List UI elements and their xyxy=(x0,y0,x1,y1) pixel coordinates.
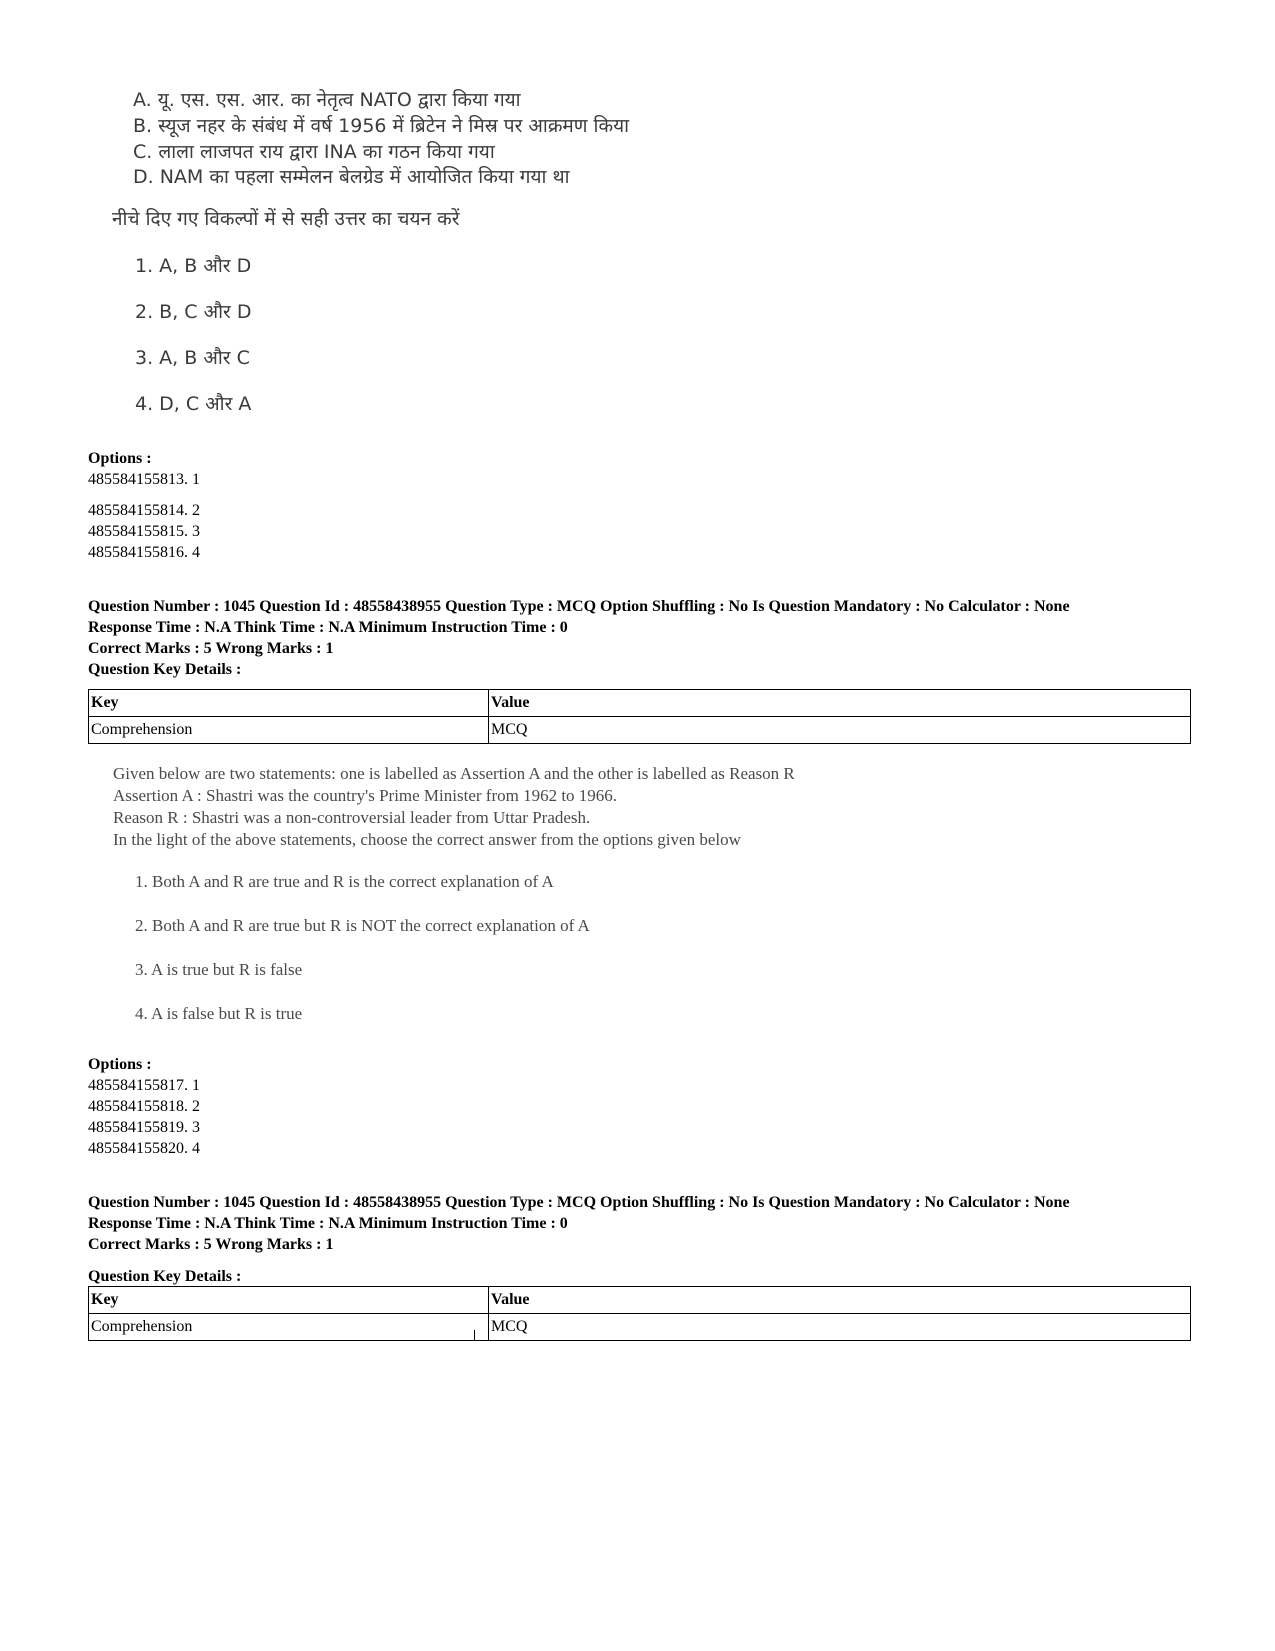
statement-a: A. यू. एस. एस. आर. का नेतृत्व NATO द्वारा किया गया xyxy=(133,89,521,111)
choice-1: 1. A, B और D xyxy=(135,255,252,277)
option-line: 485584155814. 2 xyxy=(88,502,200,519)
statement-reason: Reason R : Shastri was a non-controversial leader from Uttar Pradesh. xyxy=(113,808,591,827)
options-label: Options : xyxy=(88,1056,152,1073)
choice-4: 4. D, C और A xyxy=(135,393,252,415)
table-header-key: Key xyxy=(89,690,489,717)
key-details-label: Question Key Details : xyxy=(88,1268,242,1285)
statement-c: C. लाला लाजपत राय द्वारा INA का गठन किया गया xyxy=(133,141,495,163)
table-cell-value: MCQ xyxy=(489,717,1191,744)
choice-2: 2. Both A and R are true but R is NOT the correct explanation of A xyxy=(135,916,590,935)
option-line: 485584155815. 3 xyxy=(88,523,200,540)
options-label: Options : xyxy=(88,450,152,467)
option-line: 485584155816. 4 xyxy=(88,544,200,561)
table-cell-key: Comprehension xyxy=(89,1314,489,1341)
statement-d: D. NAM का पहला सम्मेलन बेलग्रेड में आयोजित किया गया था xyxy=(133,166,570,188)
choice-2: 2. B, C और D xyxy=(135,301,252,323)
option-line: 485584155820. 4 xyxy=(88,1140,200,1157)
table-border-stub xyxy=(88,1330,89,1340)
question-meta-line1: Question Number : 1045 Question Id : 48558438955 Question Type : MCQ Option Shuffling : No Is Question Mandatory : No Calculator : None xyxy=(88,1194,1070,1211)
table-header-value: Value xyxy=(489,1287,1191,1314)
statement-b: B. स्यूज नहर के संबंध में वर्ष 1956 में ब्रिटेन ने मिस्र पर आक्रमण किया xyxy=(133,115,630,137)
table-row xyxy=(89,1314,1191,1341)
option-line: 485584155817. 1 xyxy=(88,1077,200,1094)
table-header-row xyxy=(89,1287,1191,1314)
table-border-stub xyxy=(1190,1330,1191,1340)
question-meta-line2: Response Time : N.A Think Time : N.A Minimum Instruction Time : 0 xyxy=(88,1215,568,1232)
choice-3: 3. A, B और C xyxy=(135,347,250,369)
option-line: 485584155818. 2 xyxy=(88,1098,200,1115)
instruction: नीचे दिए गए विकल्पों में से सही उत्तर का चयन करें xyxy=(112,208,460,230)
key-details-table xyxy=(88,1286,1191,1341)
table-row xyxy=(89,717,1191,744)
option-line: 485584155819. 3 xyxy=(88,1119,200,1136)
table-cell-key: Comprehension xyxy=(89,717,489,744)
question-meta-line3: Correct Marks : 5 Wrong Marks : 1 xyxy=(88,1236,334,1253)
question-meta-line3: Correct Marks : 5 Wrong Marks : 1 xyxy=(88,640,334,657)
table-header-value: Value xyxy=(489,690,1191,717)
question-meta-line1: Question Number : 1045 Question Id : 48558438955 Question Type : MCQ Option Shuffling : No Is Question Mandatory : No Calculator : None xyxy=(88,598,1070,615)
table-header-row xyxy=(89,690,1191,717)
table-border-stub xyxy=(474,1330,475,1340)
choice-1: 1. Both A and R are true and R is the correct explanation of A xyxy=(135,872,554,891)
statement-intro: Given below are two statements: one is labelled as Assertion A and the other is labelled as Reason R xyxy=(113,764,795,783)
key-details-table xyxy=(88,689,1191,744)
option-line: 485584155813. 1 xyxy=(88,471,200,488)
choice-4: 4. A is false but R is true xyxy=(135,1004,303,1023)
question-meta-line2: Response Time : N.A Think Time : N.A Minimum Instruction Time : 0 xyxy=(88,619,568,636)
choice-3: 3. A is true but R is false xyxy=(135,960,303,979)
table-cell-value: MCQ xyxy=(489,1314,1191,1341)
table-header-key: Key xyxy=(89,1287,489,1314)
statement-assertion: Assertion A : Shastri was the country's Prime Minister from 1962 to 1966. xyxy=(113,786,618,805)
key-details-label: Question Key Details : xyxy=(88,661,242,678)
statement-instruction: In the light of the above statements, choose the correct answer from the options given below xyxy=(113,830,741,849)
